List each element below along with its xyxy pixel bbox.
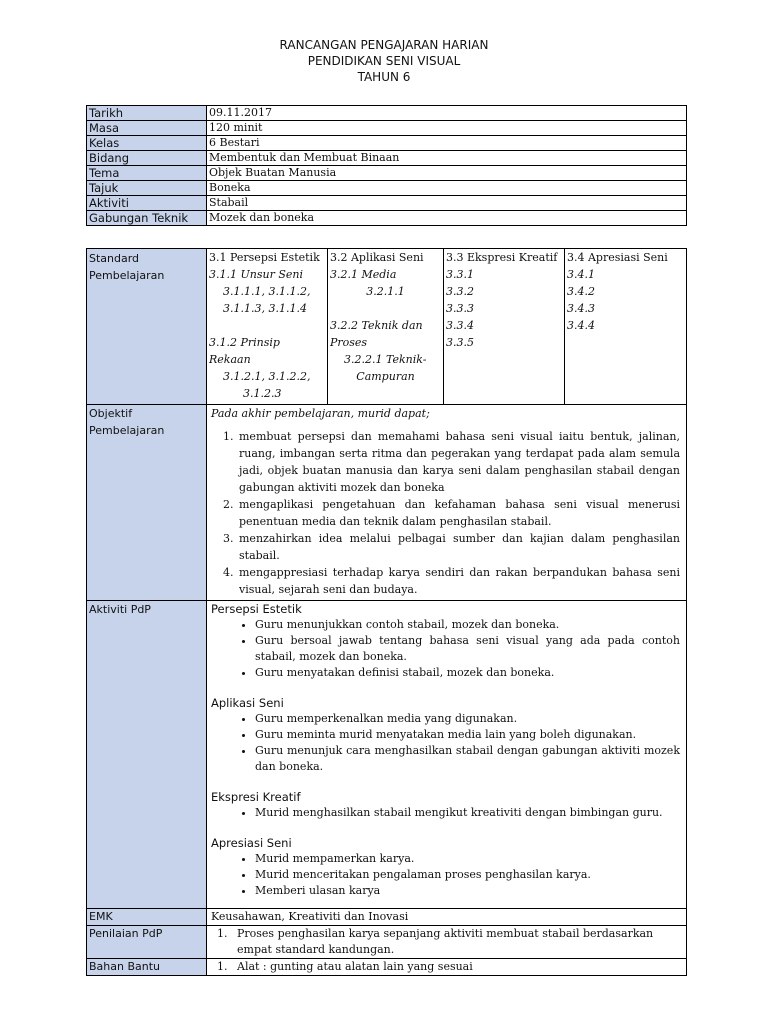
objektif-label-1: Objektif bbox=[89, 407, 133, 420]
standard-sub: 3.1.1 Unsur Seni bbox=[209, 268, 303, 281]
aktiviti-item: • Murid menceritakan pengalaman proses penghasilan karya. bbox=[255, 867, 680, 883]
bahan-content bbox=[207, 959, 687, 976]
standard-code: 3.2.2.1 Teknik- bbox=[344, 353, 427, 366]
aktiviti-heading-persepsi: Persepsi Estetik bbox=[211, 602, 302, 616]
standard-head: 3.4 Apresiasi Seni bbox=[567, 251, 668, 264]
standard-head: 3.2 Aplikasi Seni bbox=[330, 251, 424, 264]
aktiviti-heading-apresiasi: Apresiasi Seni bbox=[211, 836, 292, 850]
penilaian-row bbox=[87, 926, 687, 959]
info-table bbox=[86, 105, 687, 226]
standard-code: 3.1.2.1, 3.1.2.2, bbox=[223, 370, 311, 383]
info-value: Boneka bbox=[207, 181, 687, 196]
info-value: Mozek dan boneka bbox=[207, 211, 687, 226]
standard-code: Campuran bbox=[356, 370, 415, 383]
aktiviti-heading-aplikasi: Aplikasi Seni bbox=[211, 696, 284, 710]
objektif-item: 3. menzahirkan idea melalui pelbagai sumber dan kajian dalam penghasilan stabail. bbox=[237, 530, 680, 564]
standard-code: 3.3.5 bbox=[446, 336, 474, 349]
standard-col-aplikasi bbox=[328, 249, 444, 405]
aktiviti-item: • Memberi ulasan karya bbox=[255, 883, 680, 899]
objektif-label-2: Pembelajaran bbox=[89, 424, 165, 437]
info-label: Kelas bbox=[87, 136, 207, 151]
objektif-list bbox=[211, 428, 680, 598]
aktiviti-item: • Guru meminta murid menyatakan media lain yang boleh digunakan. bbox=[255, 727, 680, 743]
info-label: Tema bbox=[87, 166, 207, 181]
bahan-item: 1. Alat : gunting atau alatan lain yang sesuai bbox=[231, 959, 680, 975]
aktiviti-item: • Guru menunjuk cara menghasilkan stabail dengan gabungan aktiviti mozek dan boneka. bbox=[255, 743, 680, 775]
bahan-list bbox=[211, 959, 680, 975]
aktiviti-label-cell bbox=[87, 601, 207, 909]
aktiviti-item: • Murid mempamerkan karya. bbox=[255, 851, 680, 867]
standard-code: 3.1.1.1, 3.1.1.2, bbox=[223, 285, 311, 298]
objektif-content bbox=[207, 405, 687, 601]
penilaian-label: Penilaian PdP bbox=[87, 926, 207, 959]
info-label: Aktiviti bbox=[87, 196, 207, 211]
aktiviti-label: Aktiviti PdP bbox=[89, 603, 151, 616]
aktiviti-row bbox=[87, 601, 687, 909]
standard-sub: 3.1.2 Prinsip bbox=[209, 336, 280, 349]
info-row-gabungan-teknik bbox=[87, 211, 687, 226]
info-label: Bidang bbox=[87, 151, 207, 166]
standard-label-1: Standard bbox=[89, 252, 140, 265]
info-value: 120 minit bbox=[207, 121, 687, 136]
info-row-tema bbox=[87, 166, 687, 181]
aktiviti-item: • Guru bersoal jawab tentang bahasa seni visual yang ada pada contoh stabail, mozek dan boneka. bbox=[255, 633, 680, 665]
penilaian-list bbox=[211, 926, 680, 958]
standard-code: 3.3.1 bbox=[446, 268, 474, 281]
info-row-tarikh bbox=[87, 106, 687, 121]
standard-label-cell bbox=[87, 249, 207, 405]
info-value: Stabail bbox=[207, 196, 687, 211]
info-label: Gabungan Teknik bbox=[87, 211, 207, 226]
bahan-label: Bahan Bantu bbox=[87, 959, 207, 976]
objektif-intro: Pada akhir pembelajaran, murid dapat; bbox=[211, 407, 430, 420]
info-value: 6 Bestari bbox=[207, 136, 687, 151]
standard-head: 3.3 Ekspresi Kreatif bbox=[446, 251, 558, 264]
standard-label-2: Pembelajaran bbox=[89, 269, 165, 282]
aktiviti-list-apresiasi bbox=[211, 851, 680, 899]
title-line-3: TAHUN 6 bbox=[357, 70, 411, 84]
info-label: Tajuk bbox=[87, 181, 207, 196]
aktiviti-item: • Guru memperkenalkan media yang digunakan. bbox=[255, 711, 680, 727]
objektif-label-cell bbox=[87, 405, 207, 601]
standard-col-apresiasi bbox=[565, 249, 687, 405]
info-row-kelas bbox=[87, 136, 687, 151]
standard-code: 3.2.1.1 bbox=[366, 285, 405, 298]
standard-code: 3.3.3 bbox=[446, 302, 474, 315]
standard-col-ekspresi bbox=[444, 249, 565, 405]
bahan-row bbox=[87, 959, 687, 976]
standard-sub: 3.2.2 Teknik dan bbox=[330, 319, 423, 332]
aktiviti-item: • Guru menyatakan definisi stabail, mozek dan boneka. bbox=[255, 665, 680, 681]
objektif-item: 1. membuat persepsi dan memahami bahasa seni visual iaitu bentuk, jalinan, ruang, imbangan serta ritma dan pegerakan yang terdapat pada alam semula jadi, objek buatan manusia dan karya seni dalam penghasilan stabail dengan gabungan aktiviti mozek dan boneka bbox=[237, 428, 680, 496]
standard-sub: 3.2.1 Media bbox=[330, 268, 397, 281]
info-label: Masa bbox=[87, 121, 207, 136]
objektif-item: 2. mengaplikasi pengetahuan dan kefahaman bahasa seni visual menerusi penentuan media dan teknik dalam penghasilan stabail. bbox=[237, 496, 680, 530]
standard-sub: Rekaan bbox=[209, 353, 251, 366]
standard-code: 3.4.4 bbox=[567, 319, 595, 332]
standard-head: 3.1 Persepsi Estetik bbox=[209, 251, 320, 264]
info-row-masa bbox=[87, 121, 687, 136]
penilaian-item: 1. Proses penghasilan karya sepanjang aktiviti membuat stabail berdasarkan empat standard kandungan. bbox=[231, 926, 680, 958]
info-value: Membentuk dan Membuat Binaan bbox=[207, 151, 687, 166]
standard-sub: Proses bbox=[330, 336, 368, 349]
standard-code: 3.1.2.3 bbox=[243, 387, 282, 400]
standard-code: 3.4.3 bbox=[567, 302, 595, 315]
penilaian-content bbox=[207, 926, 687, 959]
aktiviti-item: • Guru menunjukkan contoh stabail, mozek dan boneka. bbox=[255, 617, 680, 633]
standard-col-persepsi bbox=[207, 249, 328, 405]
aktiviti-list-ekspresi bbox=[211, 805, 680, 821]
aktiviti-list-aplikasi bbox=[211, 711, 680, 775]
info-value: 09.11.2017 bbox=[207, 106, 687, 121]
aktiviti-list-persepsi bbox=[211, 617, 680, 681]
info-row-tajuk bbox=[87, 181, 687, 196]
info-label: Tarikh bbox=[87, 106, 207, 121]
standard-code: 3.3.2 bbox=[446, 285, 474, 298]
aktiviti-heading-ekspresi: Ekspresi Kreatif bbox=[211, 790, 301, 804]
standard-code: 3.1.1.3, 3.1.1.4 bbox=[223, 302, 307, 315]
main-table bbox=[86, 248, 687, 976]
emk-value: Keusahawan, Kreativiti dan Inovasi bbox=[207, 909, 687, 926]
aktiviti-content bbox=[207, 601, 687, 909]
emk-label: EMK bbox=[87, 909, 207, 926]
standard-code: 3.3.4 bbox=[446, 319, 474, 332]
standard-code: 3.4.1 bbox=[567, 268, 595, 281]
title-line-1: RANCANGAN PENGAJARAN HARIAN bbox=[279, 38, 489, 52]
objektif-item: 4. mengappresiasi terhadap karya sendiri dan rakan berpandukan bahasa seni visual, sejarah seni dan budaya. bbox=[237, 564, 680, 598]
info-row-bidang bbox=[87, 151, 687, 166]
info-row-aktiviti bbox=[87, 196, 687, 211]
info-value: Objek Buatan Manusia bbox=[207, 166, 687, 181]
standard-code: 3.4.2 bbox=[567, 285, 595, 298]
emk-row bbox=[87, 909, 687, 926]
standard-row bbox=[87, 249, 687, 405]
title-line-2: PENDIDIKAN SENI VISUAL bbox=[307, 54, 461, 68]
aktiviti-item: • Murid menghasilkan stabail mengikut kreativiti dengan bimbingan guru. bbox=[255, 805, 680, 821]
objektif-row bbox=[87, 405, 687, 601]
